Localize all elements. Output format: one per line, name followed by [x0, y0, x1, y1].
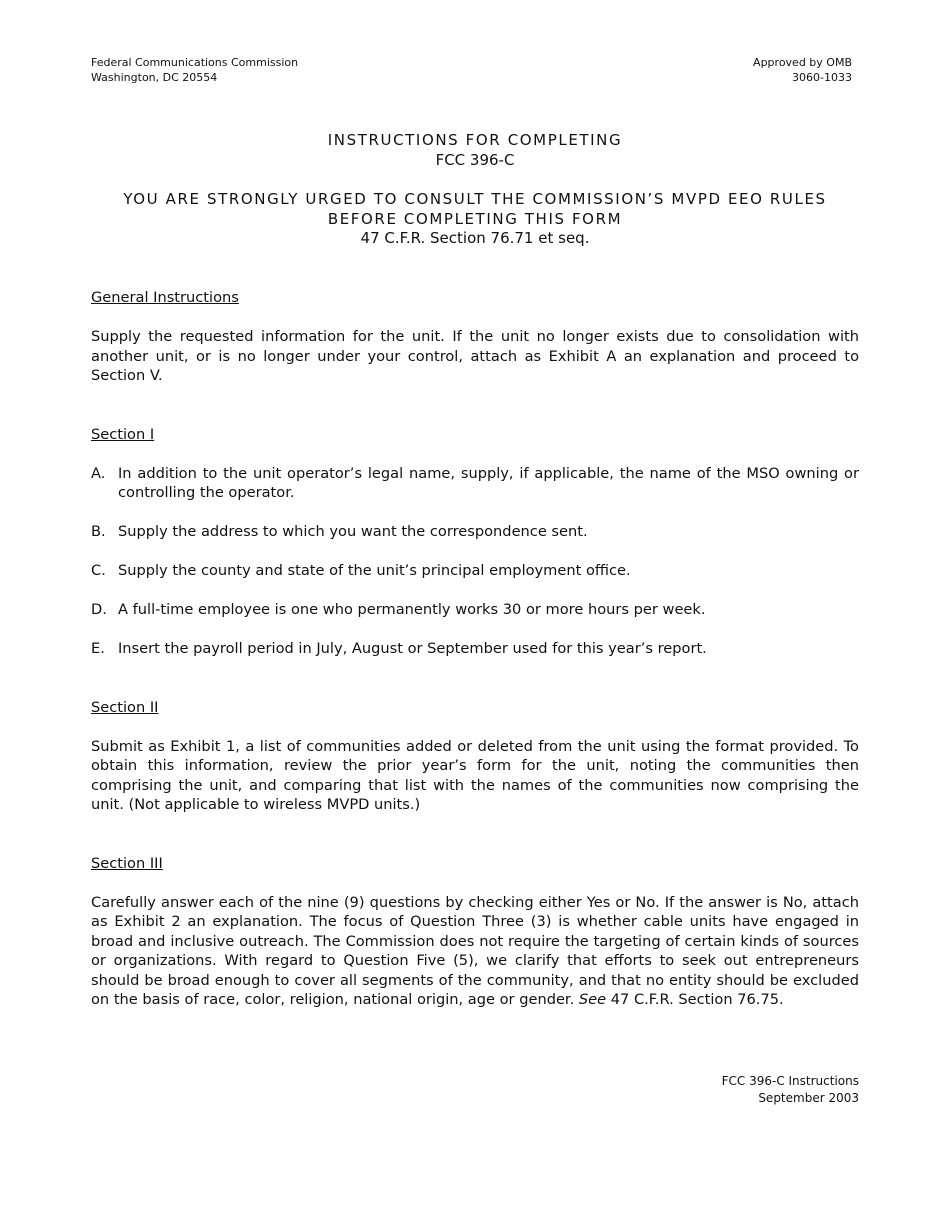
- section-3-citation: 47 C.F.R. Section 76.75.: [606, 991, 784, 1008]
- section-3-heading: Section III: [91, 854, 163, 872]
- general-instructions-text: Supply the requested information for the unit. If the unit no longer exists due to consolidation with another unit, or is no longer under your control, attach as Exhibit A an explanation and proceed to Section V.: [91, 328, 859, 384]
- agency-header: [91, 55, 298, 85]
- list-item-text: A full-time employee is one who permanently works 30 or more hours per week.: [118, 601, 706, 618]
- section-2-text: Submit as Exhibit 1, a list of communities added or deleted from the unit using the format provided. To obtain this information, review the prior year’s form for the unit, noting the communities then comprising the unit, and comparing that list with the names of the communities now comprising the unit. (Not applicable to wireless MVPD units.): [91, 737, 859, 813]
- section-3-text: Carefully answer each of the nine (9) questions by checking either Yes or No. If the answer is No, attach as Exhibit 2 an explanation. The focus of Question Three (3) is whether cable units have engaged in broad and inclusive outreach. The Commission does not require the targeting of certain kinds of sources or organizations. With regard to Question Five (5), we clarify that efforts to seek out entrepreneurs should be broad enough to cover all segments of the community, and that no entity should be excluded on the basis of race, color, religion, national origin, age or gender.: [91, 893, 859, 1008]
- omb-approval: Approved by OMB: [753, 56, 852, 69]
- list-item: [91, 464, 859, 503]
- general-instructions-section: [91, 288, 859, 386]
- footer-form-name: FCC 396-C Instructions: [721, 1074, 859, 1088]
- list-item-text: Supply the address to which you want the correspondence sent.: [118, 523, 588, 540]
- list-item-letter: B.: [91, 523, 106, 540]
- footer-date: September 2003: [758, 1090, 859, 1105]
- urge-line-1: YOU ARE STRONGLY URGED TO CONSULT THE COMMISSION’S MVPD EEO RULES: [123, 190, 827, 208]
- section-1-heading: Section I: [91, 425, 155, 443]
- rules-citation: 47 C.F.R. Section 76.71 et seq.: [360, 229, 590, 247]
- see-reference: See: [578, 991, 607, 1008]
- urge-line-2: BEFORE COMPLETING THIS FORM: [327, 209, 623, 228]
- list-item-letter: D.: [91, 601, 107, 618]
- list-item-letter: A.: [91, 464, 106, 482]
- section-2-heading: Section II: [91, 698, 159, 716]
- list-item-text: Supply the county and state of the unit’s principal employment office.: [118, 562, 631, 579]
- title-block: [91, 131, 859, 249]
- agency-name: Federal Communications Commission: [91, 56, 299, 69]
- section-1: [91, 425, 859, 659]
- omb-header: [753, 55, 852, 85]
- list-item-letter: C.: [91, 562, 106, 579]
- instructions-body: [91, 288, 859, 1010]
- list-item-letter: E.: [91, 640, 105, 657]
- agency-address: Washington, DC 20554: [91, 71, 218, 84]
- list-item: [91, 522, 859, 542]
- list-item: [91, 561, 859, 581]
- section-3: [91, 854, 859, 1010]
- list-item-text: Insert the payroll period in July, August or September used for this year’s report.: [118, 640, 707, 657]
- section-3-paragraph: [91, 893, 859, 1010]
- title-line-2: FCC 396-C: [435, 150, 515, 169]
- general-instructions-heading: General Instructions: [91, 289, 239, 306]
- omb-number: 3060-1033: [792, 71, 852, 84]
- title-line-1: INSTRUCTIONS FOR COMPLETING: [327, 131, 623, 149]
- section-2: [91, 698, 859, 815]
- page-footer: [722, 1073, 859, 1106]
- list-item-text: In addition to the unit operator’s legal name, supply, if applicable, the name of the MSO owning or controlling the operator.: [118, 464, 859, 501]
- list-item: [91, 639, 859, 659]
- list-item: [91, 600, 859, 620]
